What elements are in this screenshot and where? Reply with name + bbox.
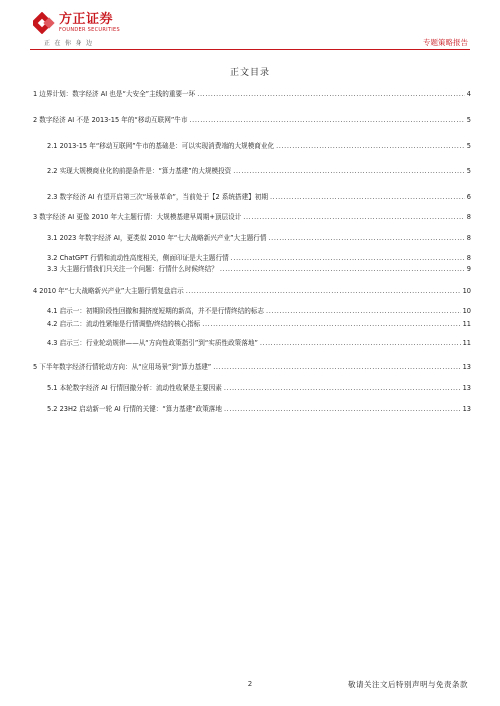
toc-entry-page: 8 (466, 234, 471, 242)
toc-entry[interactable] (47, 384, 471, 393)
toc-entry-page: 4 (466, 90, 471, 98)
page-number: 2 (247, 680, 253, 688)
toc-leader (189, 116, 464, 125)
toc-entry[interactable] (47, 307, 471, 316)
toc-entry-text: 1 边界计划：数字经济 AI 也是“大安全”主线的重要一环 (33, 90, 196, 98)
toc-entry-text: 3.3 大主题行情我们只关注一个问题：行情什么时候终结？ (47, 265, 218, 273)
company-logo (33, 12, 120, 34)
toc-entry-page: 5 (466, 142, 471, 150)
toc-entry[interactable] (47, 254, 471, 263)
toc-entry[interactable] (47, 320, 471, 329)
toc-entry-text: 3.1 2023 年数字经济 AI，更类似 2010 年“七大战略新兴产业”大主题行情 (47, 234, 267, 242)
toc-entry[interactable] (33, 363, 471, 372)
toc-entry-page: 8 (466, 254, 471, 262)
report-type-label: 专题策略报告 (423, 38, 468, 47)
toc-leader (213, 363, 460, 372)
toc-entry[interactable] (47, 142, 471, 151)
header-divider (30, 49, 470, 50)
toc-entry-text: 4.1 启示一：初期阶段性回撤和拥挤度短期的新高，并不是行情终结的标志 (47, 307, 264, 315)
toc-entry-text: 3.2 ChatGPT 行情和流动性高度相关，侧面印证是大主题行情 (47, 254, 229, 262)
toc-entry[interactable] (33, 116, 471, 125)
toc-entry[interactable] (47, 339, 471, 348)
toc-entry-text: 5.1 本轮数字经济 AI 行情回撤分析：流动性收紧是主要因素 (47, 384, 222, 392)
toc-entry[interactable] (33, 213, 471, 222)
toc-entry-text: 4.3 启示三：行业轮动规律——从“方向性政策指引”到“实质性政策落地” (47, 339, 258, 347)
toc-leader (268, 234, 464, 243)
toc-entry-page: 8 (466, 213, 471, 221)
toc-entry[interactable] (47, 193, 471, 202)
toc-entry-page: 11 (462, 320, 471, 328)
toc-entry-text: 4.2 启示二：流动性紧缩是行情调整/终结的核心指标 (47, 320, 201, 328)
toc-entry-text: 5 下半年数字经济行情轮动方向：从“应用场景”到“算力基建” (33, 363, 212, 371)
toc-leader (224, 384, 461, 393)
toc-entry-text: 4 2010 年“七大战略新兴产业”大主题行情复盘启示 (33, 287, 184, 295)
toc-leader (266, 307, 461, 316)
toc-leader (231, 254, 465, 263)
toc-entry-page: 5 (466, 167, 471, 175)
toc-title: 正文目录 (229, 68, 270, 78)
toc-leader (233, 167, 465, 176)
toc-entry-page: 5 (466, 116, 471, 124)
toc-entry-page: 6 (466, 193, 471, 201)
founder-logo-icon (33, 12, 55, 34)
logo-chinese-name: 方正证券 (59, 11, 114, 27)
toc-entry[interactable] (47, 265, 471, 274)
toc-leader (270, 193, 465, 202)
toc-leader (243, 213, 465, 222)
toc-entry[interactable] (47, 405, 471, 414)
page-header (0, 0, 500, 50)
toc-entry-text: 2.3 数字经济 AI 有望开启第三次“场景革命”，当前处于【2 系统搭建】初期 (47, 193, 268, 201)
toc-entry-text: 5.2 23H2 启动新一轮 AI 行情的关键：“算力基建”政策落地 (47, 405, 222, 413)
toc-entry-page: 13 (462, 405, 471, 413)
toc-entry[interactable] (33, 287, 471, 296)
toc-entry-text: 2.1 2013-15 年“移动互联网”牛市的基础是：可以实现消费端的大规模商业化 (47, 142, 275, 150)
toc-leader (276, 142, 465, 151)
toc-entry[interactable] (47, 234, 471, 243)
toc-entry[interactable] (33, 90, 471, 99)
toc-entry-page: 10 (462, 287, 471, 295)
toc-entry-page: 13 (462, 384, 471, 392)
toc-leader (202, 320, 460, 329)
toc-entry-page: 10 (462, 307, 471, 315)
toc-leader (220, 265, 465, 274)
logo-english-name: FOUNDER SECURITIES (59, 26, 120, 33)
toc-entry[interactable] (47, 167, 471, 176)
toc-entry-page: 13 (462, 363, 471, 371)
toc-entry-text: 2 数字经济 AI 不是 2013-15 年的“移动互联网”牛市 (33, 116, 188, 124)
company-slogan: 正在你身边 (44, 40, 97, 47)
toc-leader (197, 90, 465, 99)
toc-leader (186, 287, 461, 296)
toc-leader (260, 339, 461, 348)
toc-leader (224, 405, 461, 414)
toc-entry-text: 3 数字经济 AI 更像 2010 年大主题行情：大规模基建早周期+顶层设计 (33, 213, 242, 221)
toc-entry-text: 2.2 实现大规模商业化的前提条件是：“算力基建”的大规模投资 (47, 167, 232, 175)
disclaimer-note: 敬请关注文后特别声明与免责条款 (348, 680, 468, 689)
toc-entry-page: 9 (466, 265, 471, 273)
toc-entry-page: 11 (462, 339, 471, 347)
